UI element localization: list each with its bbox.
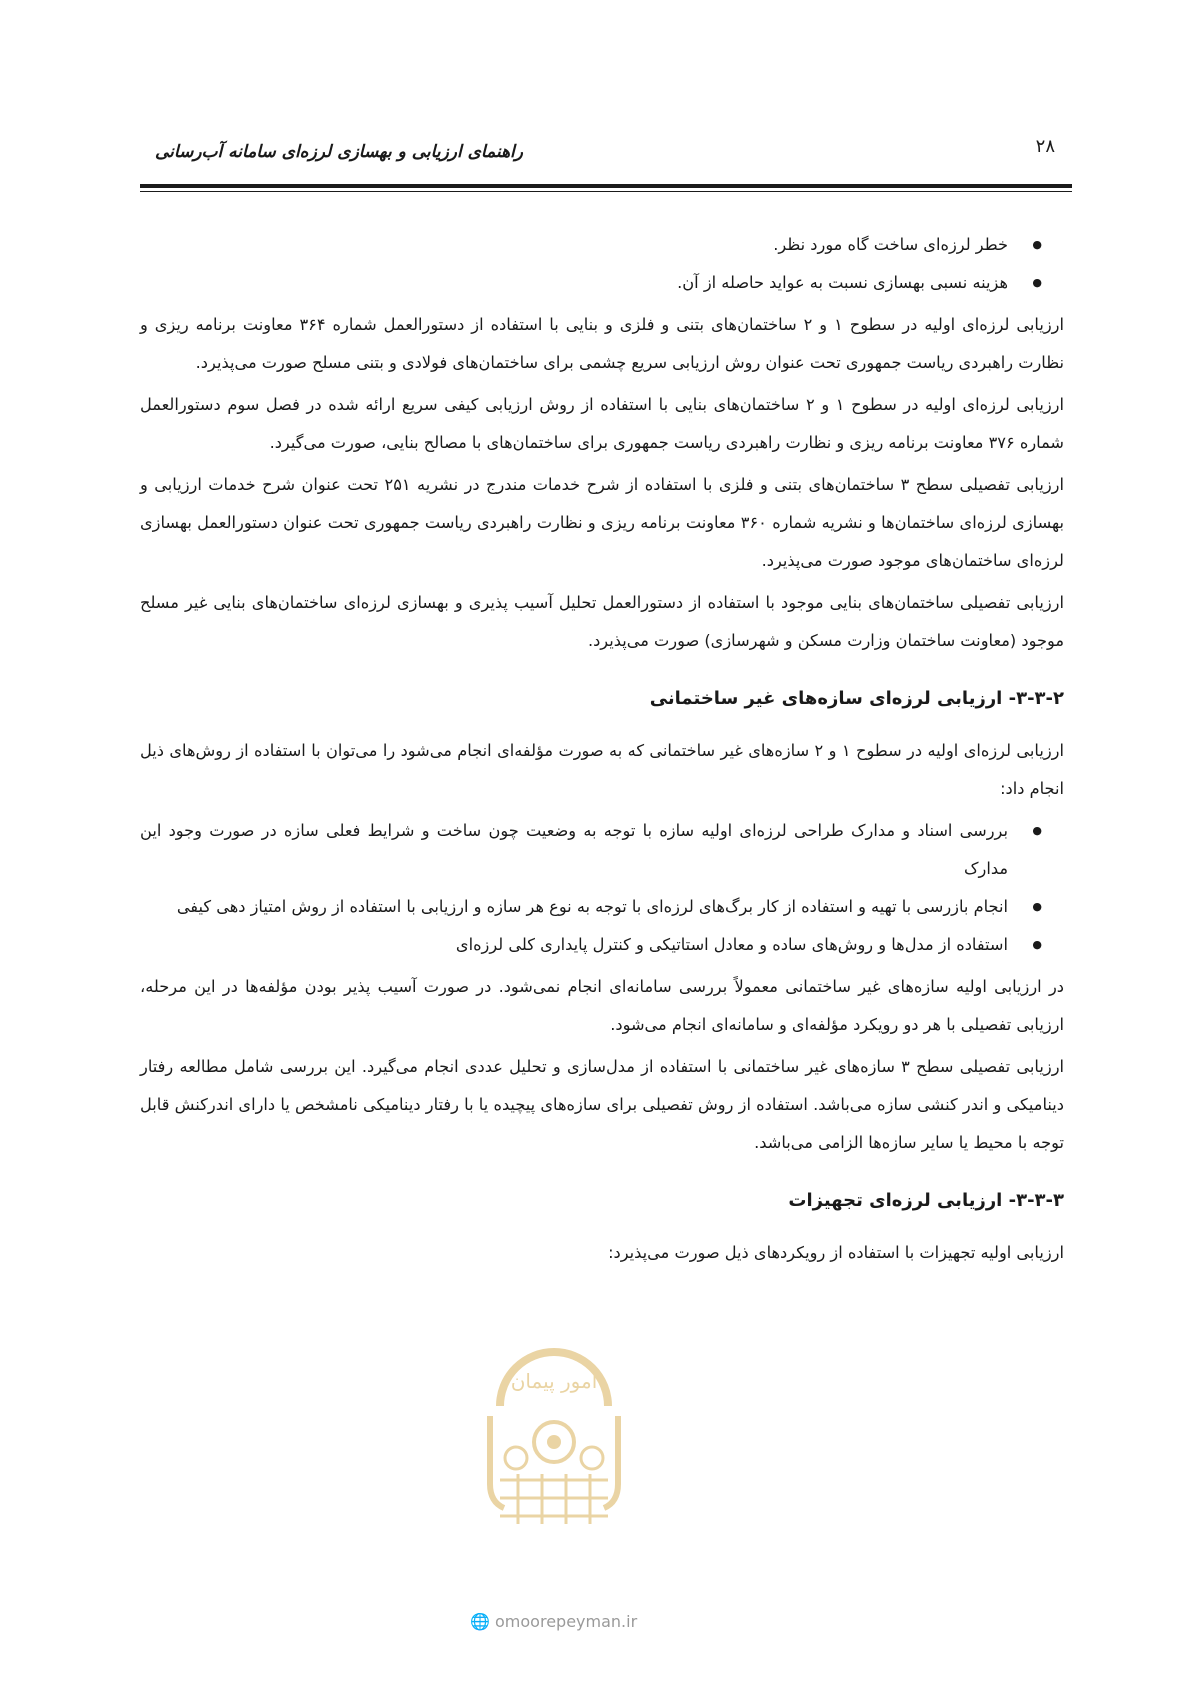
list-item: ● بررسی اسناد و مدارک طراحی لرزه‌ای اولیه سازه با توجه به وضعیت چون ساخت و شرایط فعلی سازه در صورت وجود این مدارک [140, 812, 1064, 888]
paragraph: ارزیابی لرزه‌ای اولیه در سطوح ۱ و ۲ ساختمان‌های بتنی و فلزی و بنایی با استفاده از دستورالعمل شماره ۳۶۴ معاونت برنامه ریزی و نظارت راهبردی ریاست جمهوری تحت عنوان روش ارزیابی سریع چشمی برای ساختمان‌های فولادی و بتنی مسلح صورت می‌پذیرد. [140, 315, 1064, 372]
watermark-url-text: omoorepeyman.ir [495, 1612, 638, 1631]
section-heading: ۳-۳-۳- ارزیابی لرزه‌ای تجهیزات [788, 1190, 1064, 1211]
header-rule-thick [140, 184, 1072, 188]
running-title: راهنمای ارزیابی و بهسازی لرزه‌ای سامانه آب‌رسانی [155, 142, 523, 162]
paragraph: ارزیابی لرزه‌ای اولیه در سطوح ۱ و ۲ سازه‌های غیر ساختمانی که به صورت مؤلفه‌ای انجام می‌شود را می‌توان با استفاده از روش‌های ذیل انجام داد: [140, 741, 1065, 798]
paragraph: ارزیابی اولیه تجهیزات با استفاده از رویکردهای ذیل صورت می‌پذیرد: [608, 1243, 1064, 1262]
running-header [155, 136, 1055, 170]
list-item: ● انجام بازرسی با تهیه و استفاده از کار برگ‌های لرزه‌ای با توجه به نوع هر سازه و ارزیابی با استفاده از روش امتیاز دهی کیفی [140, 888, 1064, 926]
paragraph: در ارزیابی اولیه سازه‌های غیر ساختمانی معمولاً بررسی سامانه‌ای انجام نمی‌شود. در صورت آسیب پذیر بودن مؤلفه‌ها در این مرحله، ارزیابی تفصیلی با هر دو رویکرد مؤلفه‌ای و سامانه‌ای انجام می‌شود. [140, 977, 1064, 1034]
paragraph: ارزیابی تفصیلی ساختمان‌های بنایی موجود با استفاده از دستورالعمل تحلیل آسیب پذیری و بهسازی لرزه‌ای ساختمان‌های بنایی غیر مسلح موجود (معاونت ساختمان وزارت مسکن و شهرسازی) صورت می‌پذیرد. [140, 593, 1064, 650]
list-item: ● خطر لرزه‌ای ساخت گاه مورد نظر. [140, 226, 1064, 264]
body-text [140, 226, 1064, 1276]
section-heading: ۳-۳-۲- ارزیابی لرزه‌ای سازه‌های غیر ساختمانی [649, 688, 1064, 709]
paragraph: ارزیابی تفصیلی سطح ۳ ساختمان‌های بتنی و فلزی با استفاده از شرح خدمات مندرج در نشریه ۲۵۱ تحت عنوان شرح خدمات ارزیابی و بهسازی لرزه‌ای ساختمان‌ها و نشریه شماره ۳۶۰ معاونت برنامه ریزی و نظارت راهبردی ریاست جمهوری تحت عنوان دستورالعمل بهسازی لرزه‌ای ساختمان‌های موجود صورت می‌پذیرد. [140, 475, 1064, 570]
watermark-url [470, 1612, 637, 1631]
paragraph: ارزیابی تفصیلی سطح ۳ سازه‌های غیر ساختمانی با استفاده از مدل‌سازی و تحلیل عددی انجام می‌گیرد. این بررسی شامل مطالعه رفتار دینامیکی و اندر کنشی سازه می‌باشد. استفاده از روش تفصیلی برای سازه‌های پیچیده یا با رفتار دینامیکی نامشخص یا دارای اندرکنش قابل توجه با محیط یا سایر سازه‌ها الزامی می‌باشد. [140, 1057, 1065, 1152]
bullet-list-top [140, 226, 1064, 302]
bullet-list-methods [140, 812, 1064, 964]
list-item: ● هزینه نسبی بهسازی نسبت به عواید حاصله از آن. [140, 264, 1064, 302]
list-item: ● استفاده از مدل‌ها و روش‌های ساده و معادل استاتیکی و کنترل پایداری کلی لرزه‌ای [140, 926, 1064, 964]
watermark-logo-text: امور پیمان [510, 1369, 598, 1393]
paragraph: ارزیابی لرزه‌ای اولیه در سطوح ۱ و ۲ ساختمان‌های بنایی با استفاده از روش ارزیابی کیفی سریع ارائه شده در فصل سوم دستورالعمل شماره ۳۷۶ معاونت برنامه ریزی و نظارت راهبردی ریاست جمهوری برای ساختمان‌های با مصالح بنایی، صورت می‌گیرد. [140, 395, 1064, 452]
watermark-logo [478, 1334, 630, 1529]
header-rule-thin [140, 191, 1072, 192]
page-number: ۲۸ [1035, 136, 1055, 157]
globe-icon: 🌐 [470, 1612, 490, 1631]
